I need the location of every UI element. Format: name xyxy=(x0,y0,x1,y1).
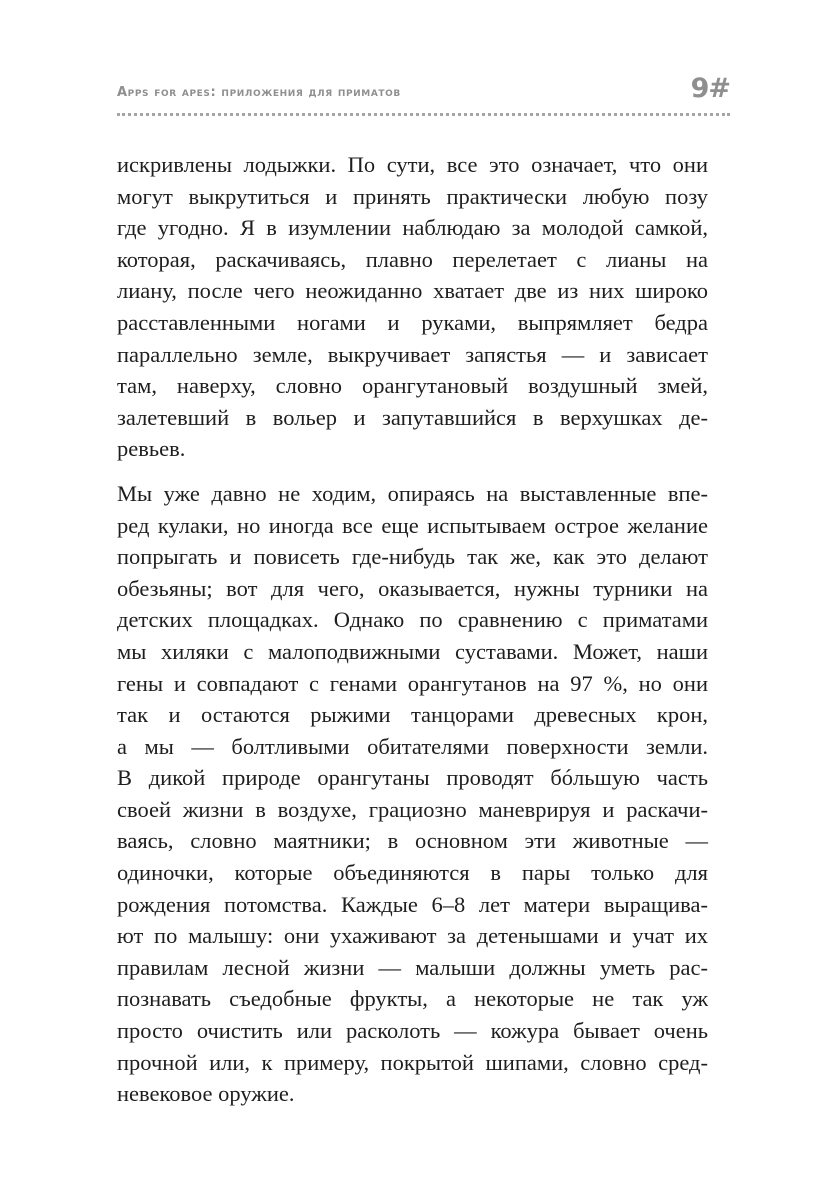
text-line: лиану, после чего неожиданно хватает две из них широко xyxy=(117,278,708,304)
text-line: своей жизни в воздухе, грациозно маневрируя и раскачи- xyxy=(117,796,708,822)
text-line: там, наверху, словно орангутановый воздушный змей, xyxy=(117,373,708,399)
text-line: расставленными ногами и руками, выпрямляет бедра xyxy=(117,309,708,335)
text-line: где угодно. Я в изумлении наблюдаю за молодой самкой, xyxy=(117,215,708,241)
text-line: параллельно земле, выкручивает запястья — и зависает xyxy=(117,341,708,367)
text-line: так и остаются рыжими танцорами древесных крон, xyxy=(117,702,708,728)
text-line: которая, раскачиваясь, плавно перелетает с лианы на xyxy=(117,246,708,272)
text-line: познавать съедобные фрукты, а некоторые не так уж xyxy=(117,986,708,1012)
page-number: 9# xyxy=(690,73,730,104)
paragraph-2 xyxy=(117,478,708,1110)
text-line: Мы уже давно не ходим, опираясь на выставленные впе- xyxy=(117,480,708,506)
text-line: прочной или, к примеру, покрытой шипами, словно сред- xyxy=(117,1049,708,1075)
paragraph-1 xyxy=(117,149,708,465)
text-line: просто очистить или расколоть — кожура бывает очень xyxy=(117,1018,708,1044)
text-line: одиночки, которые объединяются в пары только для xyxy=(117,860,708,886)
text-line: гены и совпадают с генами орангутанов на 97 %, но они xyxy=(117,670,708,696)
running-title: Apps for apes: приложения для приматов xyxy=(117,85,401,100)
text-line: обезьяны; вот для чего, оказывается, нужны турники на xyxy=(117,575,708,601)
text-line: а мы — болтливыми обитателями поверхности земли. xyxy=(117,733,708,759)
text-line: невековое оружие. xyxy=(117,1081,295,1107)
running-header xyxy=(117,75,730,125)
text-line: ют по малышу: они ухаживают за детенышами и учат их xyxy=(117,923,708,949)
text-line: детских площадках. Однако по сравнению с приматами xyxy=(117,607,708,633)
text-line: залетевший в вольер и запутавшийся в верхушках де- xyxy=(117,404,708,430)
text-line: правилам лесной жизни — малыши должны уметь рас- xyxy=(117,954,708,980)
body-text xyxy=(117,149,708,1110)
text-line: мы хиляки с малоподвижными суставами. Может, наши xyxy=(117,638,708,664)
text-line: В дикой природе орангутаны проводят бóльшую часть xyxy=(117,765,708,791)
text-line: искривлены лодыжки. По сути, все это означает, что они xyxy=(117,152,708,177)
text-line: ред кулаки, но иногда все еще испытываем острое желание xyxy=(117,512,708,538)
text-line: попрыгать и повисеть где-нибудь так же, как это делают xyxy=(117,544,708,570)
text-line: ревьев. xyxy=(117,436,186,462)
header-dotted-rule xyxy=(117,113,730,116)
text-line: рождения потомства. Каждые 6–8 лет матери выращива- xyxy=(117,891,708,917)
text-line: ваясь, словно маятники; в основном эти животные — xyxy=(117,828,708,854)
text-line: могут выкрутиться и принять практически любую позу xyxy=(117,183,708,209)
